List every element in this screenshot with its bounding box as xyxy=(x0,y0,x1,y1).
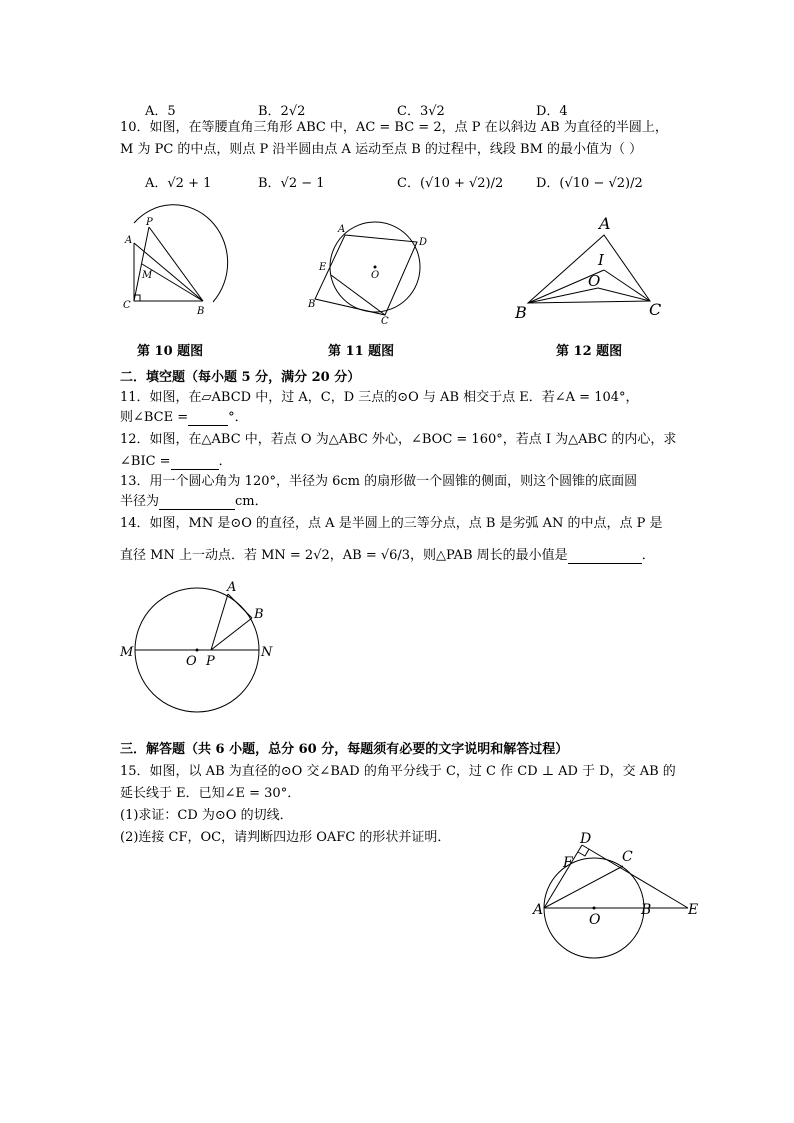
svg-text:O: O xyxy=(186,654,197,669)
svg-text:E: E xyxy=(319,262,327,273)
q14-line-2: 直径 MN 上一动点．若 MN = 2√2，AB = √6/3，则△PAB 周长的最小值是 ． xyxy=(120,548,655,563)
figure-10-caption: 第 10 题图 xyxy=(137,344,204,359)
svg-text:D: D xyxy=(580,831,592,847)
q10-line-2: M 为 PC 的中点，则点 P 沿半圆由点 A 运动至点 B 的过程中，线段 BM 的最小值为（ ） xyxy=(120,142,643,157)
figure-12-caption: 第 12 题图 xyxy=(556,344,623,359)
svg-text:O: O xyxy=(371,270,380,281)
svg-text:D: D xyxy=(419,237,428,248)
q12-line-1: 12．如图，在△ABC 中，若点 O 为△ABC 外心，∠BOC = 160°，若点 I 为△ABC 的内心，求 xyxy=(120,432,677,447)
svg-text:P: P xyxy=(206,654,215,669)
q12-line-2: ∠BIC = ． xyxy=(120,454,232,469)
svg-text:A: A xyxy=(338,224,346,235)
q9-option-a: A．5 xyxy=(145,104,176,119)
svg-text:A: A xyxy=(599,214,611,233)
q10-option-a: A．√2 + 1 xyxy=(145,176,212,191)
svg-text:C: C xyxy=(649,300,662,319)
q10-option-c: C．(√10 + √2)/2 xyxy=(397,176,504,191)
figure-11-caption: 第 11 题图 xyxy=(328,344,395,359)
q13-line-1: 13．用一个圆心角为 120°，半径为 6cm 的扇形做一个圆锥的侧面，则这个圆锥的底面圆 xyxy=(120,474,638,489)
svg-text:I: I xyxy=(598,251,604,269)
q10-line-1: 10．如图，在等腰直角三角形 ABC 中，AC = BC = 2，点 P 在以斜边 AB 为直径的半圆上， xyxy=(120,120,668,135)
figure-15 xyxy=(530,828,710,958)
figure-11 xyxy=(305,215,435,325)
svg-text:O: O xyxy=(588,272,601,290)
svg-text:C: C xyxy=(622,849,633,865)
svg-text:A: A xyxy=(227,580,237,595)
q13-line-2: 半径为 cm． xyxy=(120,494,268,509)
section-2-heading: 二．填空题（每小题 5 分，满分 20 分） xyxy=(120,370,361,385)
label-m: M xyxy=(142,270,153,281)
q15-line-1: 15．如图，以 AB 为直径的⊙O 交∠BAD 的角平分线于 C，过 C 作 CD ⊥ AD 于 D，交 AB 的 xyxy=(120,764,676,779)
q10-option-d: D．(√10 − √2)/2 xyxy=(536,176,643,191)
label-b: B xyxy=(197,306,205,317)
q14-line-1: 14．如图，MN 是⊙O 的直径，点 A 是半圆上的三等分点，点 B 是劣弧 AN 的中点，点 P 是 xyxy=(120,516,663,531)
q15-part-2: (2)连接 CF，OC，请判断四边形 OAFC 的形状并证明． xyxy=(120,830,451,845)
svg-text:E: E xyxy=(688,902,699,918)
svg-text:M: M xyxy=(120,645,134,660)
svg-text:C: C xyxy=(381,316,389,327)
svg-text:B: B xyxy=(641,902,652,918)
q15-part-1: (1)求证：CD 为⊙O 的切线． xyxy=(120,808,293,823)
section-3-heading: 三．解答题（共 6 小题，总分 60 分，每题须有必要的文字说明和解答过程） xyxy=(120,742,569,757)
svg-text:A: A xyxy=(533,902,544,918)
q9-option-c: C．3√2 xyxy=(397,104,445,119)
svg-text:B: B xyxy=(254,607,264,622)
q11-line-2: 则∠BCE = °． xyxy=(120,410,248,425)
label-c: C xyxy=(123,300,131,311)
svg-text:F: F xyxy=(563,855,573,871)
q15-line-2: 延长线于 E．已知∠E = 30°． xyxy=(120,786,301,801)
svg-text:O: O xyxy=(589,912,601,928)
q11-line-1: 11．如图，在▱ABCD 中，过 A，C，D 三点的⊙O 与 AB 相交于点 E．若∠A = 104°， xyxy=(120,390,639,405)
svg-text:N: N xyxy=(261,645,273,660)
svg-text:B: B xyxy=(308,299,316,310)
label-a: A xyxy=(125,235,133,246)
figure-14 xyxy=(115,580,285,720)
figure-12 xyxy=(510,215,670,325)
figure-10 xyxy=(118,215,228,325)
q9-option-b: B．2√2 xyxy=(258,104,306,119)
svg-text:B: B xyxy=(515,303,527,322)
label-p: P xyxy=(146,217,153,228)
q9-option-d: D．4 xyxy=(536,104,568,119)
q10-option-b: B．√2 − 1 xyxy=(258,176,325,191)
